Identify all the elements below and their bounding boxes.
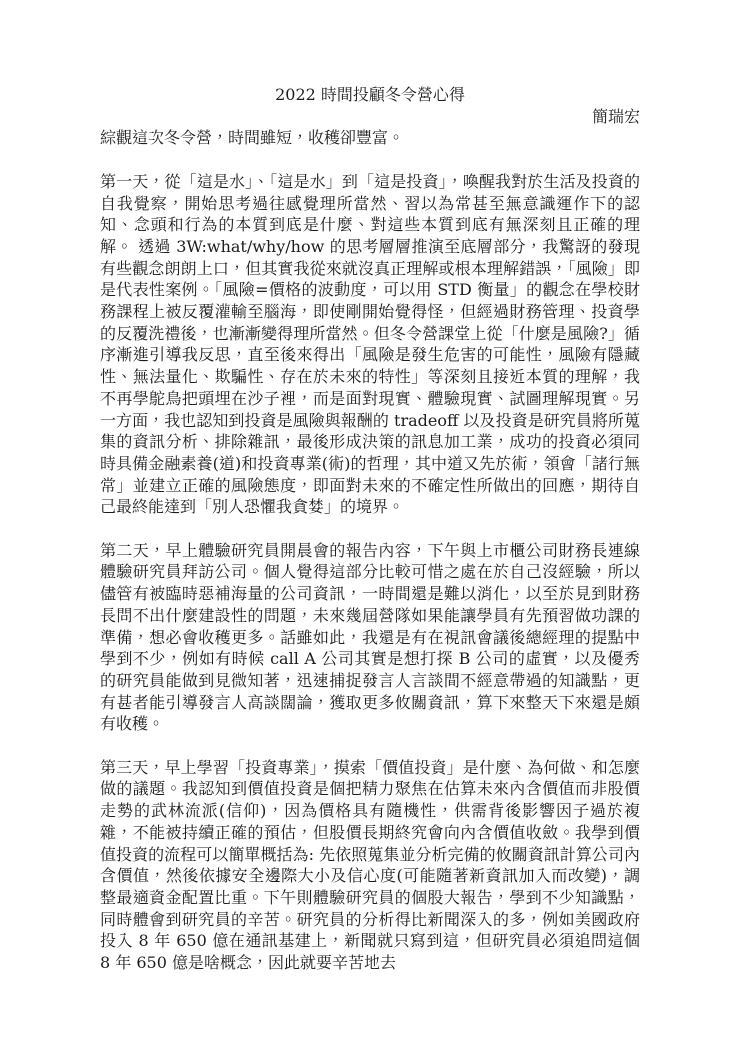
- paragraph-day-3: 第三天，早上學習「投資專業」，摸索「價值投資」是什麼、為何做、和怎麼做的議題。我認知到價值投資是個把精力聚焦在估算未來內含價值而非股價走勢的武林流派(信仰)，因為價格具有隨機性，供需背後影響因子過於複雜，不能被持續正確的預估，但股價長期終究會向內含價值收斂。我學到價值投資的流程可以簡單概括為: 先依照蒐集並分析完備的攸關資訊計算公司內含價值，然後依據安全邊際大小及信心度(可能隨著新資訊加入而改變)，調整最適資金配置比重。下午則體驗研究員的個股大報告，學到不少知識點，同時體會到研究員的辛苦。研究員的分析得比新聞深入的多，例如美國政府投入 8 年 650 億在通訊基建上，新聞就只寫到這，但研究員必須追問這個 8 年 650 億是啥概念，因此就要辛苦地去: [100, 757, 640, 973]
- paragraph-day-1: 第一天，從「這是水」、「這是水」到「這是投資」，喚醒我對於生活及投資的自我覺察，開始思考過往感覺理所當然、習以為常甚至無意識運作下的認知、念頭和行為的本質到底是什麼、對這些本質到底有無深刻且正確的理解。 透過 3W:what/why/how 的思考層層推演至底層部分，我驚訝的發現有些觀念朗朗上口，但其實我從來就沒真正理解或根本理解錯誤，「風險」即是代表性案例。「風險=價格的波動度，可以用 STD 衡量」的觀念在學校財務課程上被反覆灌輸至腦海，即使剛開始覺得怪，但經過財務管理、投資學的反覆洗禮後，也漸漸變得理所當然。但冬令營課堂上從「什麼是風險?」循序漸進引導我反思，直至後來得出「風險是發生危害的可能性，風險有隱藏性、無法量化、欺騙性、存在於未來的特性」等深刻且接近本質的理解，我不再學鴕鳥把頭埋在沙子裡，而是面對現實、體驗現實、試圖理解現實。另一方面，我也認知到投資是風險與報酬的 tradeoff 以及投資是研究員將所蒐集的資訊分析、排除雜訊，最後形成決策的訊息加工業，成功的投資必須同時具備金融素養(道)和投資專業(術)的哲理，其中道又先於術，領會「諸行無常」並建立正確的風險態度，即面對未來的不確定性所做出的回應，期待自己最終能達到「別人恐懼我貪婪」的境界。: [100, 171, 640, 517]
- document-title: 2022 時間投顧冬令營心得: [275, 85, 465, 104]
- intro-line: 綜觀這次冬令營，時間雖短，收穫卻豐富。: [100, 128, 405, 148]
- author-name: 簡瑞宏: [591, 106, 640, 126]
- paragraph-day-2: 第二天，早上體驗研究員開晨會的報告內容，下午與上市櫃公司財務長連線體驗研究員拜訪公司。個人覺得這部分比較可惜之處在於自己沒經驗，所以儘管有被臨時惡補海量的公司資訊，一時間還是難以消化，以至於見到財務長問不出什麼建設性的問題，未來幾屆營隊如果能讓學員有先預習做功課的準備，想必會收穫更多。話雖如此，我還是有在視訊會議後總經理的提點中學到不少，例如有時候 call A 公司其實是想打探 B 公司的虛實，以及優秀的研究員能做到見微知著，迅速捕捉發言人言談間不經意帶過的知識點，更有甚者能引導發言人高談闊論，獲取更多攸關資訊，算下來整天下來還是頗有收穫。: [100, 540, 640, 734]
